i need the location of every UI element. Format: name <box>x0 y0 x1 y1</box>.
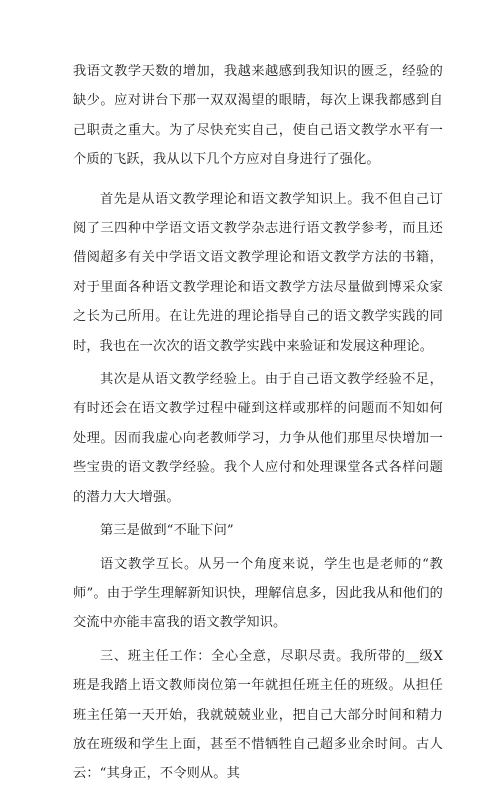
paragraph-1: 我语文教学天数的增加，我越来越感到我知识的匮乏，经验的缺少。应对讲台下那一双双渴望的眼睛，每次上课我都感到自己职责之重大。为了尽快充实自己，使自己语文教学水平有一个质的飞跃，我从以下几个方应对自身进行了强化。 <box>73 64 443 168</box>
paragraph-5: 语文教学互长。从另一个角度来说，学生也是老师的“教师”。由于学生理解新知识快，理解信息多，因此我从和他们的交流中亦能丰富我的语文教学知识。 <box>73 556 443 631</box>
paragraph-2: 首先是从语文教学理论和语文教学知识上。我不但自己订阅了三四种中学语文语文教学杂志进行语文教学参考，而且还借阅超多有关中学语文语文教学理论和语文教学方法的书籍，对于里面各种语文教学理论和语文教学方法尽量做到博采众家之长为己所用。在让先进的理论指导自己的语文教学实践的同时，我也在一次次的语文教学实践中来验证和发展这种理论。 <box>73 191 443 354</box>
paragraph-6: 三、班主任工作：全心全意，尽职尽责。我所带的__级X班是我踏上语文教师岗位第一年就担任班主任的班级。从担任班主任第一天开始，我就兢兢业业，把自己大部分时间和精力放在班级和学生上面，甚至不惜牺牲自己超多业余时间。古人云：“其身正，不令则从。其 <box>73 648 443 782</box>
document-body <box>73 57 443 789</box>
paragraph-3: 其次是从语文教学经验上。由于自己语文教学经验不足，有时还会在语文教学过程中碰到这样或那样的问题而不知如何处理。因而我虚心向老教师学习，力争从他们那里尽快增加一些宝贵的语文教学经验。我个人应付和处理课堂各式各样问题的潜力大大增强。 <box>73 372 443 505</box>
paragraph-4: 第三是做到“不耻下问” <box>100 523 234 539</box>
